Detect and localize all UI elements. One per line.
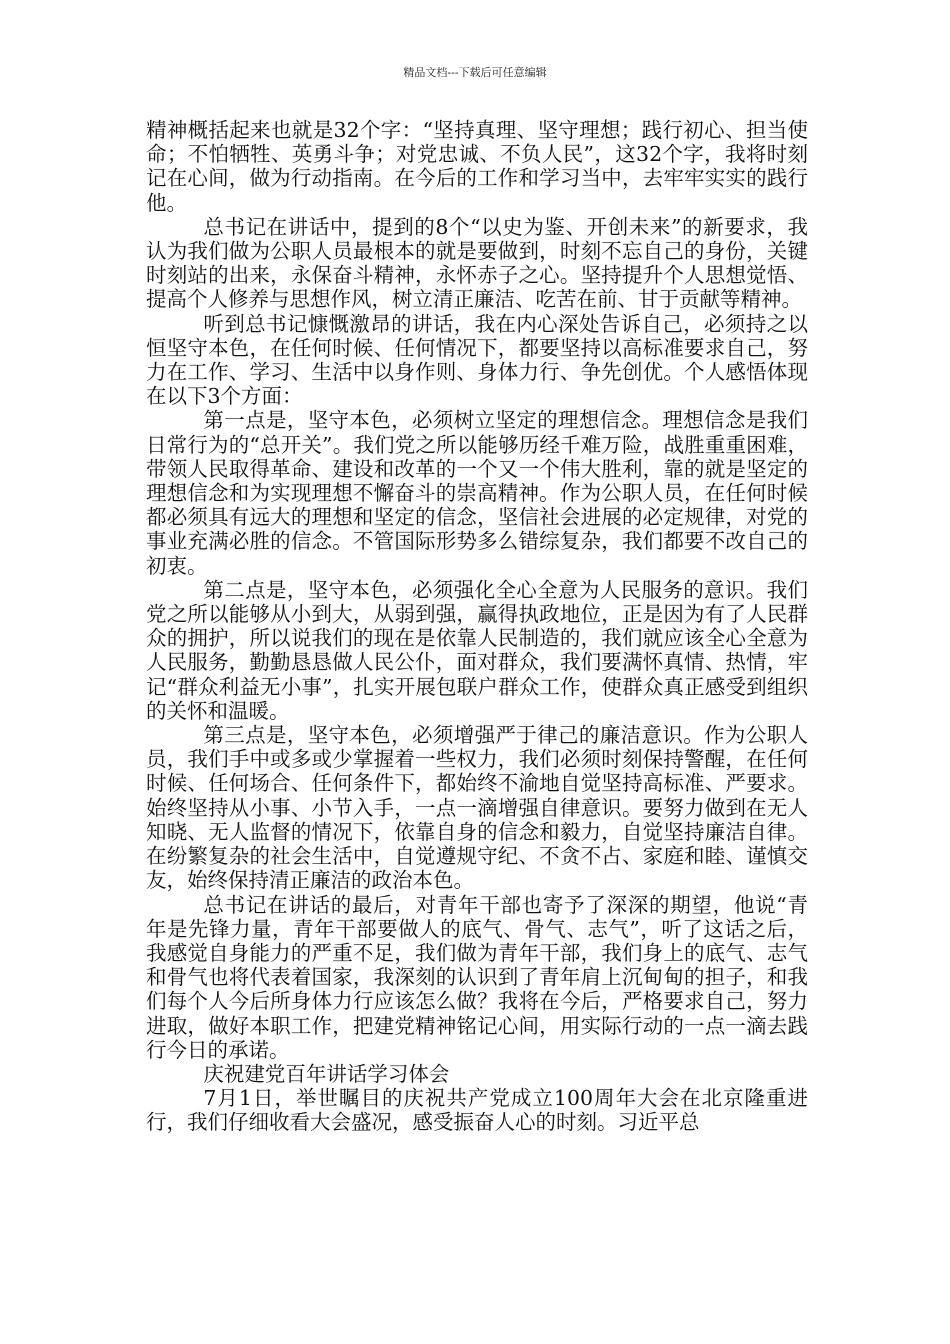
paragraph-8: 7月1日，举世瞩目的庆祝共产党成立100周年大会在北京隆重进行，我们仔细收看大会盛况，感受振奋人心的时刻。习近平总 — [146, 1086, 808, 1135]
section-title: 庆祝建党百年讲话学习体会 — [203, 1061, 450, 1086]
paragraph-7: 总书记在讲话的最后，对青年干部也寄予了深深的期望，他说“青年是先锋力量，青年干部要做人的底气、骨气、志气”，听了这话之后，我感觉自身能力的严重不足，我们做为青年干部，我们身上的底气、志气和骨气也将代表着国家，我深刻的认识到了青年肩上沉甸甸的担子，和我们每个人今后所身体力行应该怎么做？我将在今后，严格要求自己，努力进取，做好本职工作，把建党精神铭记心间，用实际行动的一点一滴去践行今日的承诺。 — [146, 892, 808, 1062]
paragraph-2: 总书记在讲话中，提到的8个“以史为鉴、开创未来”的新要求，我认为我们做为公职人员最根本的就是要做到，时刻不忘自己的身份，关键时刻站的出来，永保奋斗精神，永怀赤子之心。坚持提升个人思想觉悟、提高个人修养与思想作风，树立清正廉洁、吃苦在前、甘于贡献等精神。 — [146, 214, 808, 312]
page-header: 精品文档---下载后可任意编辑 — [403, 66, 547, 79]
paragraph-5: 第二点是，坚守本色，必须强化全心全意为人民服务的意识。我们党之所以能够从小到大，从弱到强，赢得执政地位，正是因为有了人民群众的拥护，所以说我们的现在是依靠人民制造的，我们就应该全心全意为人民服务，勤勤恳恳做人民公仆，面对群众，我们要满怀真情、热情，牢记“群众利益无小事”，扎实开展包联户群众工作，使群众真正感受到组织的关怀和温暖。 — [146, 577, 808, 723]
paragraph-3: 听到总书记慷慨激昂的讲话，我在内心深处告诉自己，必须持之以恒坚守本色，在任何时候、任何情况下，都要坚持以高标准要求自己，努力在工作、学习、生活中以身作则、身体力行、争先创优。个人感悟体现在以下3个方面： — [146, 311, 808, 409]
paragraph-6: 第三点是，坚守本色，必须增强严于律己的廉洁意识。作为公职人员，我们手中或多或少掌握着一些权力，我们必须时刻保持警醒，在任何时候、任何场合、任何条件下，都始终不渝地自觉坚持高标准、严要求。始终坚持从小事、小节入手，一点一滴增强自律意识。要努力做到在无人知晓、无人监督的情况下，依靠自身的信念和毅力，自觉坚持廉洁自律。在纷繁复杂的社会生活中，自觉遵规守纪、不贪不占、家庭和睦、谨慎交友，始终保持清正廉洁的政治本色。 — [146, 723, 808, 893]
paragraph-4: 第一点是，坚守本色，必须树立坚定的理想信念。理想信念是我们日常行为的“总开关”。我们党之所以能够历经千难万险，战胜重重困难，带领人民取得革命、建设和改革的一个又一个伟大胜利，靠的就是坚定的理想信念和为实现理想不懈奋斗的崇高精神。作为公职人员，在任何时候都必须具有远大的理想和坚定的信念，坚信社会进展的必定规律，对党的事业充满必胜的信念。不管国际形势多么错综复杂，我们都要不改自己的初衷。 — [146, 408, 808, 578]
document-body — [146, 118, 808, 1135]
paragraph-1: 精神概括起来也就是32个字：“坚持真理、坚守理想；践行初心、担当使命；不怕牺牲、英勇斗争；对党忠诚、不负人民”，这32个字，我将时刻记在心间，做为行动指南。在今后的工作和学习当中，去牢牢实实的践行他。 — [146, 118, 808, 215]
